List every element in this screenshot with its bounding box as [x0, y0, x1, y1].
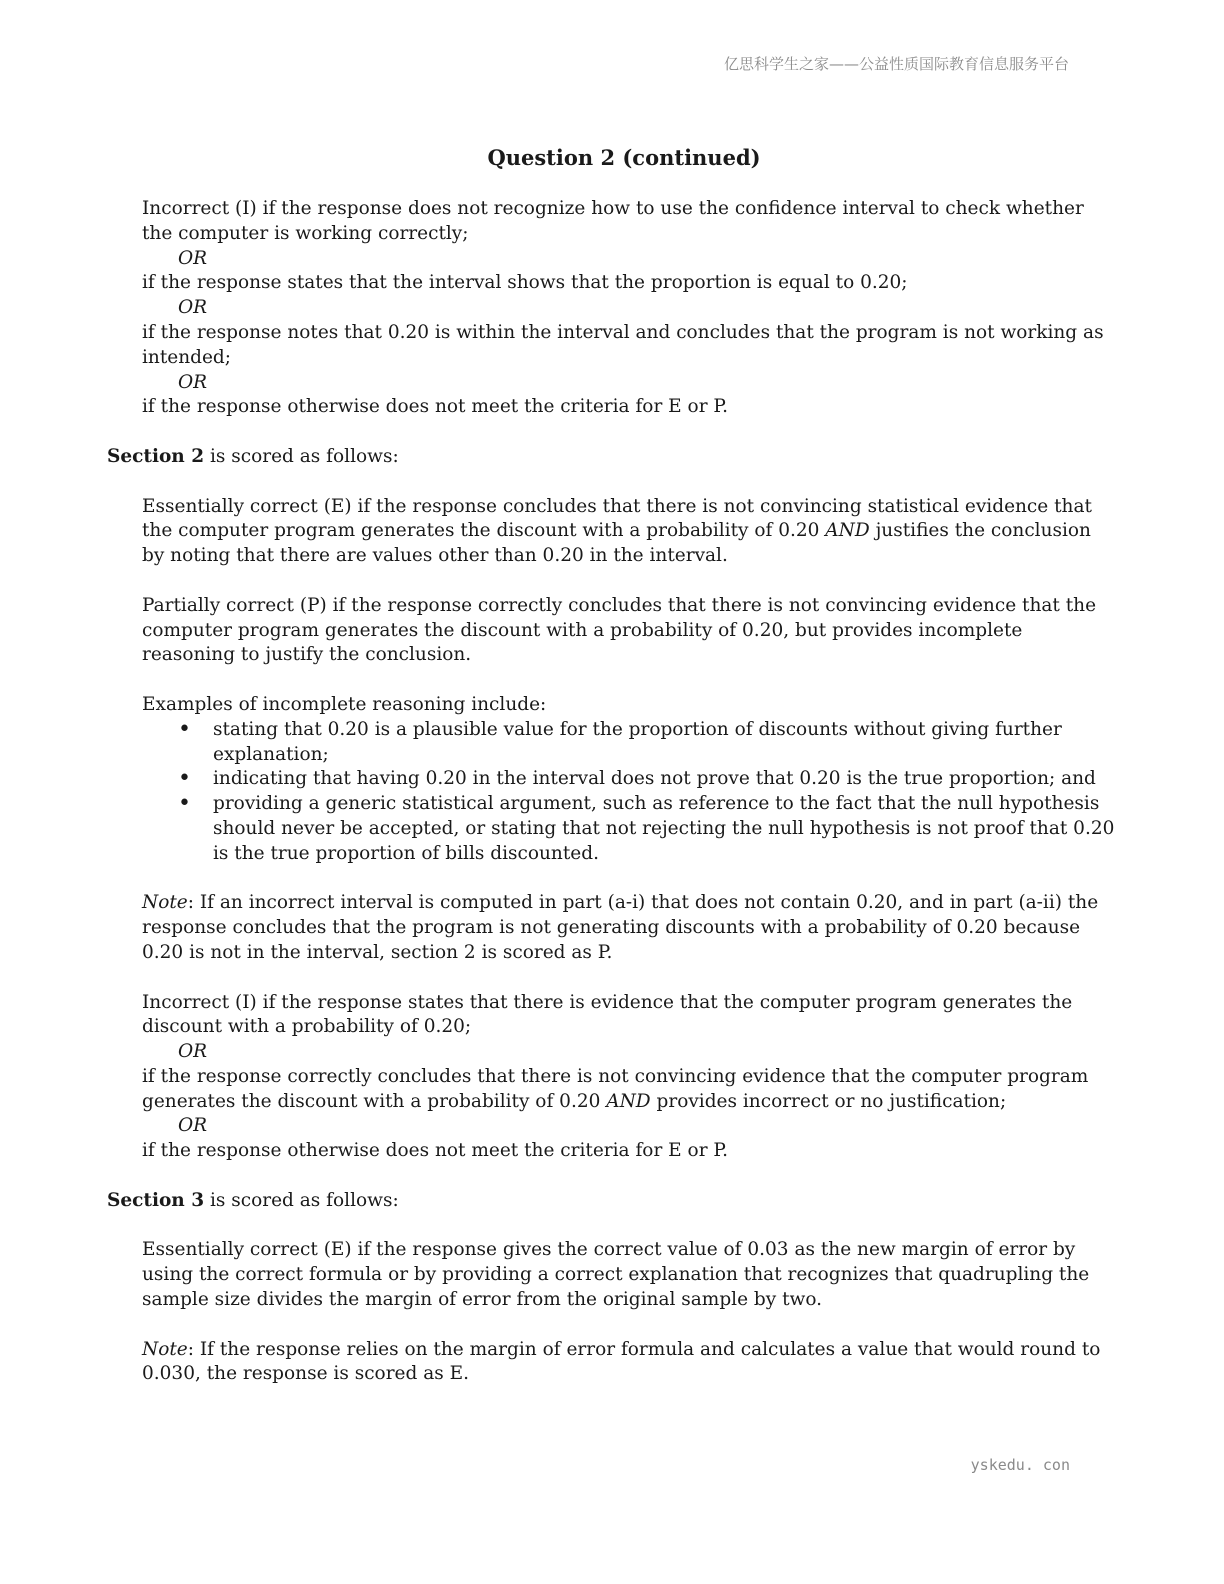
note-label: Note — [142, 892, 188, 914]
scoring-content — [107, 197, 1117, 1387]
text-run: if the response correctly concludes that there is not convincing evidence that the computer program generates the discount with a probability of 0.20 — [142, 1065, 1089, 1112]
examples-intro: Examples of incomplete reasoning include: — [142, 693, 547, 715]
emphasis-and: AND — [606, 1090, 651, 1112]
section-2-incorrect-3: if the response otherwise does not meet the criteria for E or P. — [142, 1140, 728, 1162]
or-separator: OR — [178, 247, 208, 269]
note-text: : If an incorrect interval is computed in part (a-i) that does not contain 0.20, and in part (a-ii) the response concludes that the program is not generating discounts with a probability of 0.20 because 0.20 is not in the interval, section 2 is scored as P. — [142, 892, 1099, 963]
section-3-label: Section 3 — [107, 1189, 205, 1211]
text-run: Essentially correct (E) if the response concludes that there is not convincing statistical evidence that the computer program generates the discount with a probability of 0.20 — [142, 495, 1092, 542]
section-3-heading — [107, 1189, 1117, 1214]
note-label: Note — [142, 1338, 188, 1360]
or-separator: OR — [178, 1041, 208, 1063]
emphasis-and: AND — [825, 520, 870, 542]
incorrect-criterion-4: if the response otherwise does not meet the criteria for E or P. — [142, 396, 728, 418]
section-2-heading-text: is scored as follows: — [204, 445, 399, 467]
section-2-label: Section 2 — [107, 445, 205, 467]
header-watermark: 亿思科学生之家——公益性质国际教育信息服务平台 — [723, 55, 1069, 73]
section-2-partially-correct: Partially correct (P) if the response correctly concludes that there is not convincing evidence that the computer program generates the discount with a probability of 0.20, but provides incomplete reasoning to justify the conclusion. — [142, 594, 1097, 666]
section-2-incorrect-1: Incorrect (I) if the response states that there is evidence that the computer program generates the discount with a probability of 0.20; — [142, 991, 1073, 1038]
footer-watermark: yskedu. con — [970, 1456, 1070, 1474]
list-item: • indicating that having 0.20 in the interval does not prove that 0.20 is the true proportion; and — [142, 767, 1117, 792]
examples-list — [142, 718, 1117, 867]
section-3-essentially-correct: Essentially correct (E) if the response gives the correct value of 0.03 as the new margin of error by using the correct formula or by providing a correct explanation that recognizes that quadrupling the sample size divides the margin of error from the original sample by two. — [142, 1239, 1090, 1311]
section-2-essentially-correct — [142, 495, 1117, 569]
section-3-note — [142, 1338, 1117, 1388]
list-item: • stating that 0.20 is a plausible value for the proportion of discounts without giving further explanation; — [142, 718, 1117, 768]
or-separator: OR — [178, 297, 208, 319]
incorrect-criterion-3: if the response notes that 0.20 is within the interval and concludes that the program is not working as intended; — [142, 321, 1104, 368]
note-text: : If the response relies on the margin of error formula and calculates a value that would round to 0.030, the response is scored as E. — [142, 1338, 1101, 1385]
text-run: justifies the conclusion by noting that there are values other than 0.20 in the interval. — [142, 520, 1091, 567]
section-2-heading — [107, 445, 1117, 470]
text-run: provides incorrect or no justification; — [650, 1090, 1007, 1112]
section-2-note — [142, 891, 1117, 965]
section-3-heading-text: is scored as follows: — [204, 1189, 399, 1211]
list-item: • providing a generic statistical argument, such as reference to the fact that the null hypothesis should never be accepted, or stating that not rejecting the null hypothesis is not proof that 0.20 is the true proportion of bills discounted. — [142, 792, 1117, 866]
or-separator: OR — [178, 1115, 208, 1137]
page-title: Question 2 (continued) — [487, 145, 761, 170]
incorrect-criterion-1: Incorrect (I) if the response does not recognize how to use the confidence interval to check whether the computer is working correctly; — [142, 198, 1084, 244]
or-separator: OR — [178, 371, 208, 393]
incorrect-criterion-2: if the response states that the interval shows that the proportion is equal to 0.20; — [142, 272, 908, 294]
section-2-incorrect-2 — [142, 1065, 1117, 1115]
